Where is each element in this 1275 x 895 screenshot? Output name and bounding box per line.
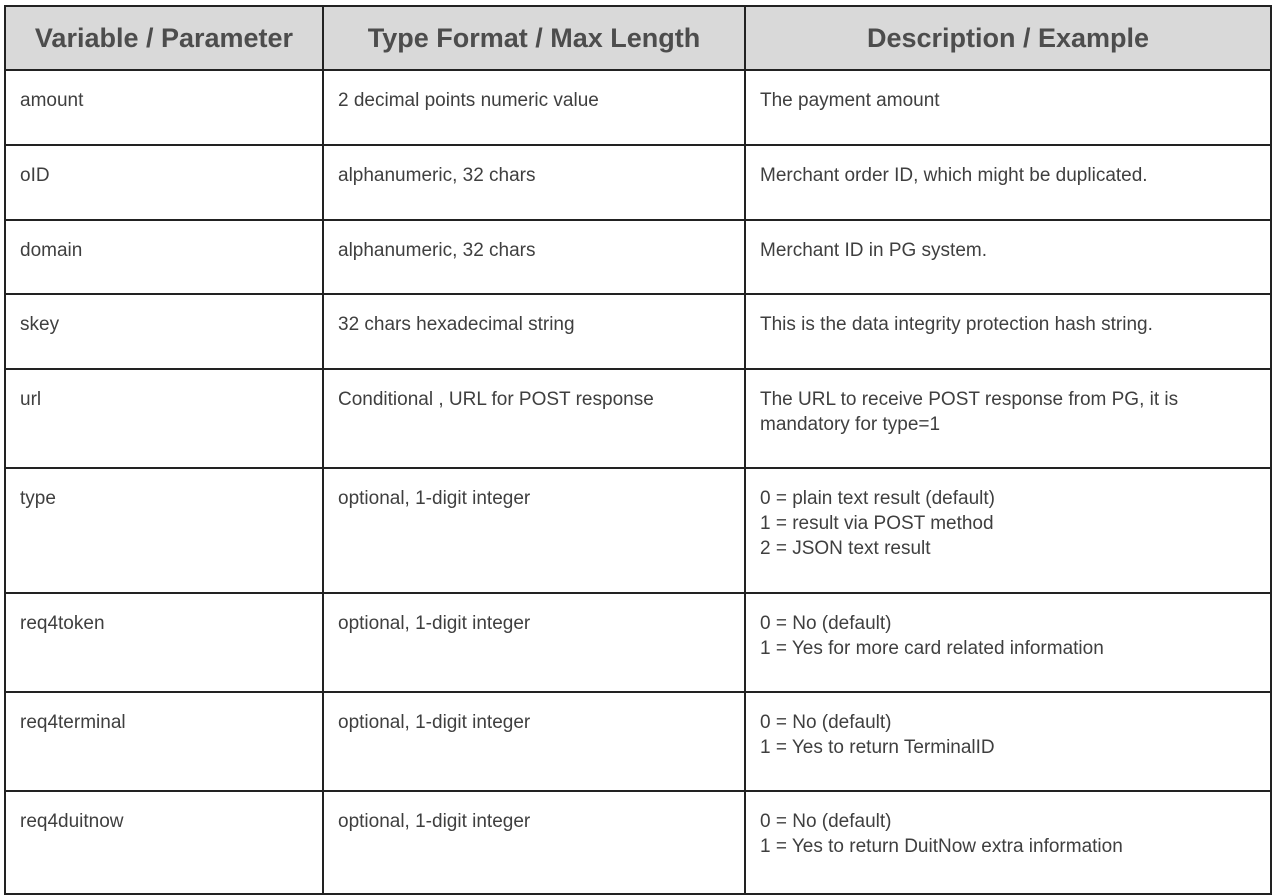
cell-description <box>745 369 1271 468</box>
cell-variable: amount <box>5 70 323 145</box>
description-line: 1 = Yes for more card related information <box>760 638 1104 659</box>
description-line: 0 = No (default) <box>760 712 892 733</box>
cell-type: 32 chars hexadecimal string <box>323 294 745 369</box>
cell-type: 2 decimal points numeric value <box>323 70 745 145</box>
cell-type: alphanumeric, 32 chars <box>323 220 745 294</box>
header-type: Type Format / Max Length <box>323 6 745 70</box>
cell-type: optional, 1-digit integer <box>323 593 745 692</box>
header-variable: Variable / Parameter <box>5 6 323 70</box>
cell-description <box>745 593 1271 692</box>
cell-type: optional, 1-digit integer <box>323 468 745 593</box>
table-row <box>5 692 1271 791</box>
parameter-table <box>4 5 1272 895</box>
cell-description <box>745 791 1271 894</box>
cell-type: optional, 1-digit integer <box>323 692 745 791</box>
description-line: 1 = Yes to return TerminalID <box>760 737 995 758</box>
table-row <box>5 145 1271 220</box>
table-row <box>5 593 1271 692</box>
description-line: 0 = No (default) <box>760 811 892 832</box>
cell-variable: oID <box>5 145 323 220</box>
cell-description <box>745 294 1271 369</box>
table-row <box>5 220 1271 294</box>
cell-type: optional, 1-digit integer <box>323 791 745 894</box>
description-line: Merchant order ID, which might be duplicated. <box>760 165 1148 186</box>
description-line: The payment amount <box>760 90 940 111</box>
cell-description <box>745 220 1271 294</box>
table-row <box>5 70 1271 145</box>
cell-variable: type <box>5 468 323 593</box>
cell-variable: req4terminal <box>5 692 323 791</box>
cell-variable: req4duitnow <box>5 791 323 894</box>
header-row <box>5 6 1271 70</box>
cell-type: Conditional , URL for POST response <box>323 369 745 468</box>
description-line: Merchant ID in PG system. <box>760 240 988 261</box>
cell-description <box>745 70 1271 145</box>
description-line: 2 = JSON text result <box>760 538 931 559</box>
description-line: The URL to receive POST response from PG, it is <box>760 389 1179 410</box>
cell-variable: domain <box>5 220 323 294</box>
description-line: 0 = No (default) <box>760 613 892 634</box>
header-description: Description / Example <box>745 6 1271 70</box>
table-row <box>5 791 1271 894</box>
table-row <box>5 468 1271 593</box>
table-row <box>5 369 1271 468</box>
description-line: 0 = plain text result (default) <box>760 488 995 509</box>
description-line: This is the data integrity protection hash string. <box>760 314 1153 335</box>
description-line: 1 = result via POST method <box>760 513 994 534</box>
cell-variable: req4token <box>5 593 323 692</box>
cell-variable: skey <box>5 294 323 369</box>
cell-description <box>745 468 1271 593</box>
description-line: mandatory for type=1 <box>760 414 941 435</box>
table-row <box>5 294 1271 369</box>
cell-description <box>745 145 1271 220</box>
description-line: 1 = Yes to return DuitNow extra information <box>760 836 1123 857</box>
cell-variable: url <box>5 369 323 468</box>
cell-description <box>745 692 1271 791</box>
cell-type: alphanumeric, 32 chars <box>323 145 745 220</box>
